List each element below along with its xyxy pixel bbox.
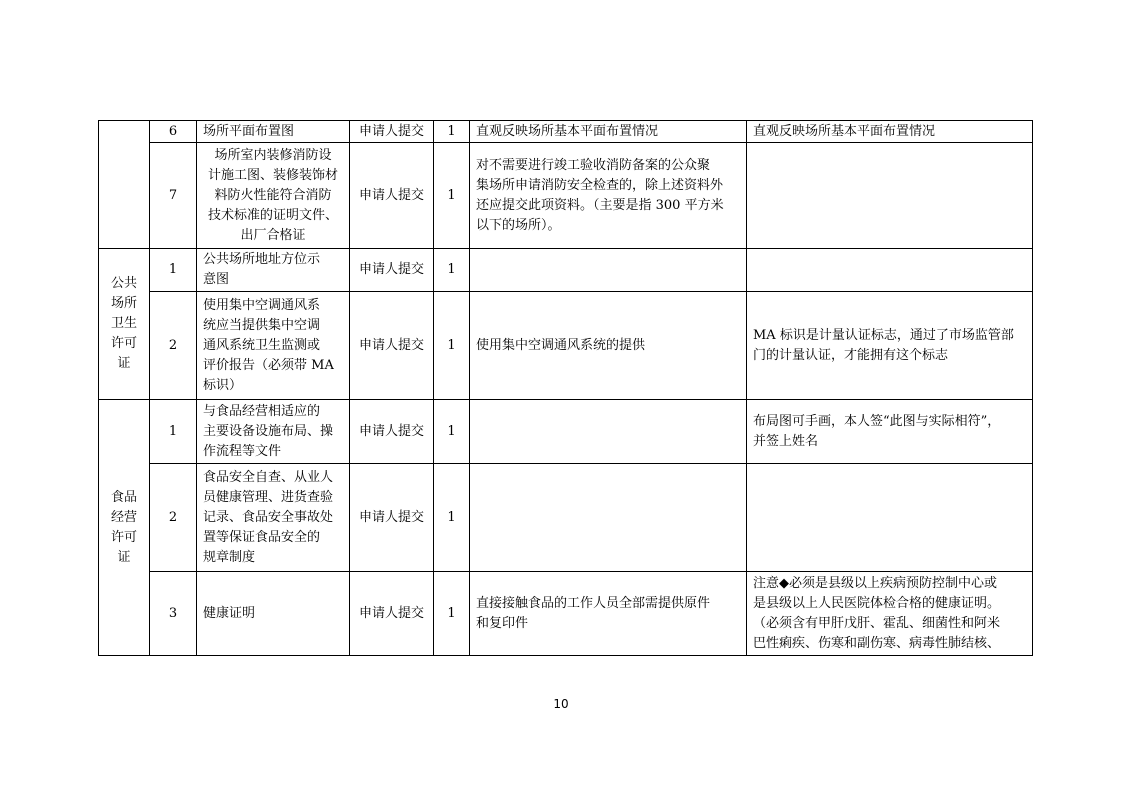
source-cell: 申请人提交 [350, 292, 434, 400]
source-cell: 申请人提交 [350, 121, 434, 143]
table-row [99, 572, 1033, 656]
requirements-table [98, 120, 1033, 656]
copies-cell: 1 [434, 249, 470, 292]
remark-cell [747, 249, 1033, 292]
material-cell: 健康证明 [197, 572, 350, 656]
seq-cell: 2 [150, 464, 197, 572]
page-number: 10 [553, 697, 569, 711]
copies-cell: 1 [434, 400, 470, 464]
copies-cell: 1 [434, 572, 470, 656]
copies-cell: 1 [434, 143, 470, 249]
copies-cell: 1 [434, 292, 470, 400]
seq-cell: 7 [150, 143, 197, 249]
material-cell: 使用集中空调通风系 统应当提供集中空调 通风系统卫生监测或 评价报告（必须带 MA 标识） [197, 292, 350, 400]
source-cell: 申请人提交 [350, 249, 434, 292]
table-row [99, 464, 1033, 572]
remark-cell [747, 143, 1033, 249]
requirement-cell: 直观反映场所基本平面布置情况 [470, 121, 747, 143]
table-row [99, 292, 1033, 400]
seq-cell: 6 [150, 121, 197, 143]
requirement-cell [470, 249, 747, 292]
seq-cell: 1 [150, 249, 197, 292]
material-cell: 场所平面布置图 [197, 121, 350, 143]
requirement-cell: 对不需要进行竣工验收消防备案的公众聚 集场所申请消防安全检查的，除上述资料外 还应提交此项资料。（主要是指 300 平方米 以下的场所）。 [470, 143, 747, 249]
material-cell: 与食品经营相适应的 主要设备设施布局、操 作流程等文件 [197, 400, 350, 464]
requirement-cell: 使用集中空调通风系统的提供 [470, 292, 747, 400]
material-cell: 场所室内装修消防设 计施工图、装修装饰材 料防火性能符合消防 技术标准的证明文件、 出厂合格证 [197, 143, 350, 249]
seq-cell: 2 [150, 292, 197, 400]
table-row [99, 400, 1033, 464]
seq-cell: 3 [150, 572, 197, 656]
copies-cell: 1 [434, 464, 470, 572]
requirement-cell [470, 464, 747, 572]
remark-cell: 直观反映场所基本平面布置情况 [747, 121, 1033, 143]
source-cell: 申请人提交 [350, 143, 434, 249]
requirement-cell: 直接接触食品的工作人员全部需提供原件 和复印件 [470, 572, 747, 656]
table-row [99, 121, 1033, 143]
category-food-business: 食品 经营 许可 证 [99, 400, 150, 656]
remark-cell: 注意◆必须是县级以上疾病预防控制中心或 是县级以上人民医院体检合格的健康证明。 （必须含有甲肝戊肝、霍乱、细菌性和阿米 巴性痢疾、伤寒和副伤寒、病毒性肺结核、 [747, 572, 1033, 656]
table-row [99, 143, 1033, 249]
seq-cell: 1 [150, 400, 197, 464]
category-public-health: 公共 场所 卫生 许可 证 [99, 249, 150, 400]
category-cell-empty [99, 121, 150, 249]
remark-cell [747, 464, 1033, 572]
material-cell: 食品安全自查、从业人 员健康管理、进货查验 记录、食品安全事故处 置等保证食品安全的 规章制度 [197, 464, 350, 572]
source-cell: 申请人提交 [350, 464, 434, 572]
source-cell: 申请人提交 [350, 400, 434, 464]
material-cell: 公共场所地址方位示 意图 [197, 249, 350, 292]
table-row [99, 249, 1033, 292]
remark-cell: 布局图可手画，本人签“此图与实际相符”， 并签上姓名 [747, 400, 1033, 464]
copies-cell: 1 [434, 121, 470, 143]
source-cell: 申请人提交 [350, 572, 434, 656]
remark-cell: MA 标识是计量认证标志，通过了市场监管部 门的计量认证，才能拥有这个标志 [747, 292, 1033, 400]
requirement-cell [470, 400, 747, 464]
